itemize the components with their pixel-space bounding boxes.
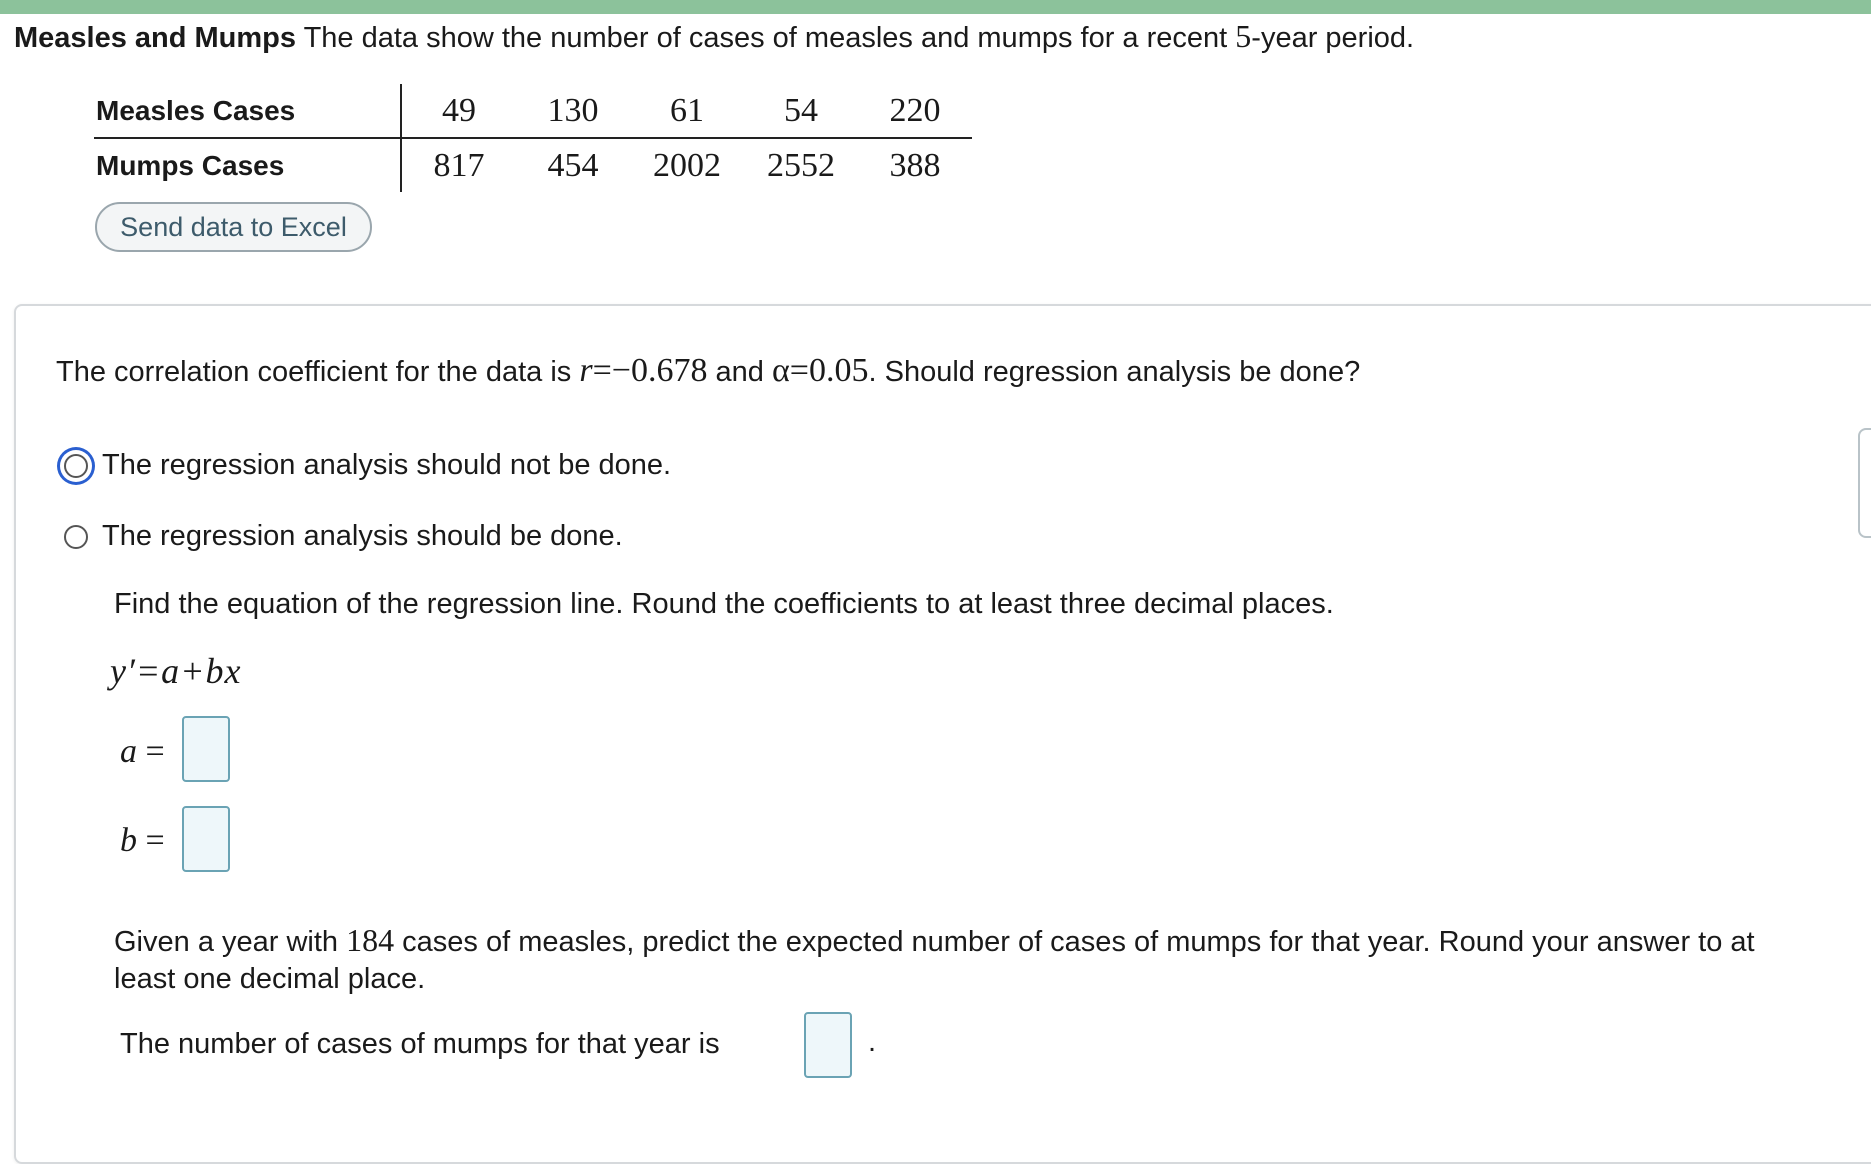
option-done[interactable] bbox=[64, 520, 623, 553]
prediction-text-end: cases of measles, predict the expected number of cases of mumps for that year. Round your answer to at least one decimal place. bbox=[114, 926, 1755, 995]
year-count: 5 bbox=[1235, 18, 1252, 54]
b-symbol: b bbox=[120, 822, 137, 859]
data-table bbox=[94, 84, 972, 192]
question-text bbox=[56, 350, 1360, 393]
prediction-period: . bbox=[868, 1026, 877, 1058]
alpha-expression: α=0.05 bbox=[771, 352, 869, 389]
prediction-answer-line bbox=[120, 1028, 720, 1061]
question-and: and bbox=[715, 356, 764, 388]
option-not-done-label: The regression analysis should not be done. bbox=[102, 449, 672, 481]
radio-not-done[interactable] bbox=[64, 454, 88, 478]
radio-done[interactable] bbox=[64, 525, 88, 549]
table-cell: 2002 bbox=[653, 146, 721, 184]
send-to-excel-button[interactable]: Send data to Excel bbox=[95, 202, 372, 252]
prediction-answer-prefix: The number of cases of mumps for that year is bbox=[120, 1028, 720, 1060]
problem-description: The data show the number of cases of measles and mumps for a recent bbox=[303, 22, 1228, 54]
table-cell: 54 bbox=[744, 84, 858, 138]
row-label-measles: Measles Cases bbox=[94, 84, 401, 138]
a-answer-input[interactable] bbox=[182, 716, 230, 782]
table-cell: 220 bbox=[858, 84, 972, 138]
question-text-end: . Should regression analysis be done? bbox=[868, 356, 1361, 388]
option-done-label: The regression analysis should be done. bbox=[102, 520, 623, 552]
coef-a-label bbox=[120, 733, 165, 771]
measles-count: 184 bbox=[346, 922, 395, 958]
table-cell: 2552 bbox=[767, 146, 835, 184]
option-not-done[interactable] bbox=[64, 449, 671, 482]
table-cell: 454 bbox=[547, 146, 599, 184]
top-accent-bar bbox=[0, 0, 1871, 14]
table-cell: 817 bbox=[433, 146, 485, 184]
table-row-mumps bbox=[94, 138, 972, 192]
table-cell: 130 bbox=[516, 84, 630, 138]
problem-title: Measles and Mumps bbox=[14, 22, 297, 54]
mumps-prediction-input[interactable] bbox=[804, 1012, 852, 1078]
table-cell: 49 bbox=[401, 84, 516, 138]
problem-description-end: -year period. bbox=[1251, 22, 1415, 54]
row-label-mumps: Mumps Cases bbox=[94, 138, 401, 192]
table-cell: 388 bbox=[889, 146, 941, 184]
r-value: =−0.678 bbox=[592, 352, 708, 389]
a-symbol: a bbox=[120, 733, 137, 770]
regression-equation: y′=a+bx bbox=[110, 651, 242, 691]
problem-header bbox=[14, 18, 1414, 56]
coef-b-label bbox=[120, 822, 165, 860]
side-panel-tab[interactable] bbox=[1858, 428, 1871, 538]
prediction-text-start: Given a year with bbox=[114, 926, 339, 958]
regression-instruction: Find the equation of the regression line. Round the coefficients to at least three decimal places. bbox=[114, 588, 1334, 620]
b-equals: = bbox=[145, 822, 165, 859]
question-text-start: The correlation coefficient for the data is bbox=[56, 356, 572, 388]
correlation-expression bbox=[579, 352, 707, 389]
b-answer-input[interactable] bbox=[182, 806, 230, 872]
table-cell: 61 bbox=[630, 84, 744, 138]
table-row-measles bbox=[94, 84, 972, 138]
prediction-question bbox=[114, 922, 1794, 998]
a-equals: = bbox=[145, 733, 165, 770]
r-symbol: r bbox=[579, 352, 593, 389]
